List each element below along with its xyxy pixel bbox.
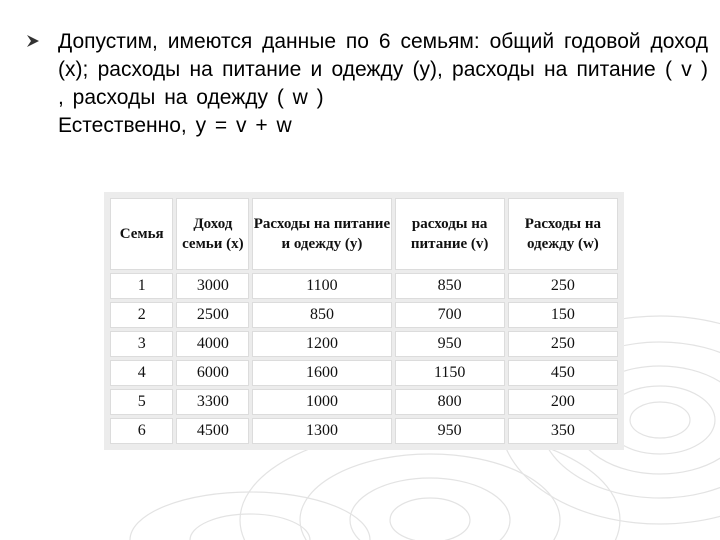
table-row bbox=[110, 418, 618, 444]
table-cell: 5 bbox=[110, 389, 173, 415]
intro-text: Допустим, имеются данные по 6 семьям: общий годовой доход (x); расходы на питание и одежду (y), расходы на питание ( v ) , расходы на одежду ( w ) bbox=[58, 30, 708, 109]
column-header: Расходы на питание и одежду (y) bbox=[252, 198, 391, 270]
table-row bbox=[110, 360, 618, 386]
table-cell: 200 bbox=[508, 389, 618, 415]
column-header: расходы на питание (v) bbox=[395, 198, 505, 270]
table-cell: 3000 bbox=[176, 273, 249, 299]
table-cell: 1600 bbox=[252, 360, 391, 386]
table-cell: 250 bbox=[508, 273, 618, 299]
column-header: Семья bbox=[110, 198, 173, 270]
table-cell: 1 bbox=[110, 273, 173, 299]
table-cell: 350 bbox=[508, 418, 618, 444]
table-cell: 1300 bbox=[252, 418, 391, 444]
table-row bbox=[110, 389, 618, 415]
table-cell: 3 bbox=[110, 331, 173, 357]
table-cell: 950 bbox=[395, 331, 505, 357]
table-cell: 1150 bbox=[395, 360, 505, 386]
table-cell: 850 bbox=[395, 273, 505, 299]
table-row bbox=[110, 273, 618, 299]
table-cell: 1000 bbox=[252, 389, 391, 415]
table-cell: 1200 bbox=[252, 331, 391, 357]
column-header: Расходы на одежду (w) bbox=[508, 198, 618, 270]
table-cell: 250 bbox=[508, 331, 618, 357]
table-cell: 4 bbox=[110, 360, 173, 386]
table-cell: 6 bbox=[110, 418, 173, 444]
arrow-bullet-icon bbox=[26, 28, 58, 140]
bullet-paragraph bbox=[26, 28, 716, 140]
table-header-row bbox=[110, 198, 618, 270]
table-cell: 450 bbox=[508, 360, 618, 386]
table-cell: 6000 bbox=[176, 360, 249, 386]
bullet-text bbox=[58, 28, 708, 140]
table-cell: 800 bbox=[395, 389, 505, 415]
table-row bbox=[110, 331, 618, 357]
table-row bbox=[110, 302, 618, 328]
table-cell: 2 bbox=[110, 302, 173, 328]
identity-text: Естественно, y = v + w bbox=[58, 114, 292, 137]
column-header: Доход семьи (x) bbox=[176, 198, 249, 270]
table-cell: 1100 bbox=[252, 273, 391, 299]
family-data-table bbox=[107, 195, 621, 447]
table-cell: 4000 bbox=[176, 331, 249, 357]
table-cell: 4500 bbox=[176, 418, 249, 444]
table-cell: 950 bbox=[395, 418, 505, 444]
table-cell: 150 bbox=[508, 302, 618, 328]
table-cell: 700 bbox=[395, 302, 505, 328]
table-cell: 3300 bbox=[176, 389, 249, 415]
table-cell: 850 bbox=[252, 302, 391, 328]
table-cell: 2500 bbox=[176, 302, 249, 328]
data-table-container bbox=[104, 192, 624, 450]
